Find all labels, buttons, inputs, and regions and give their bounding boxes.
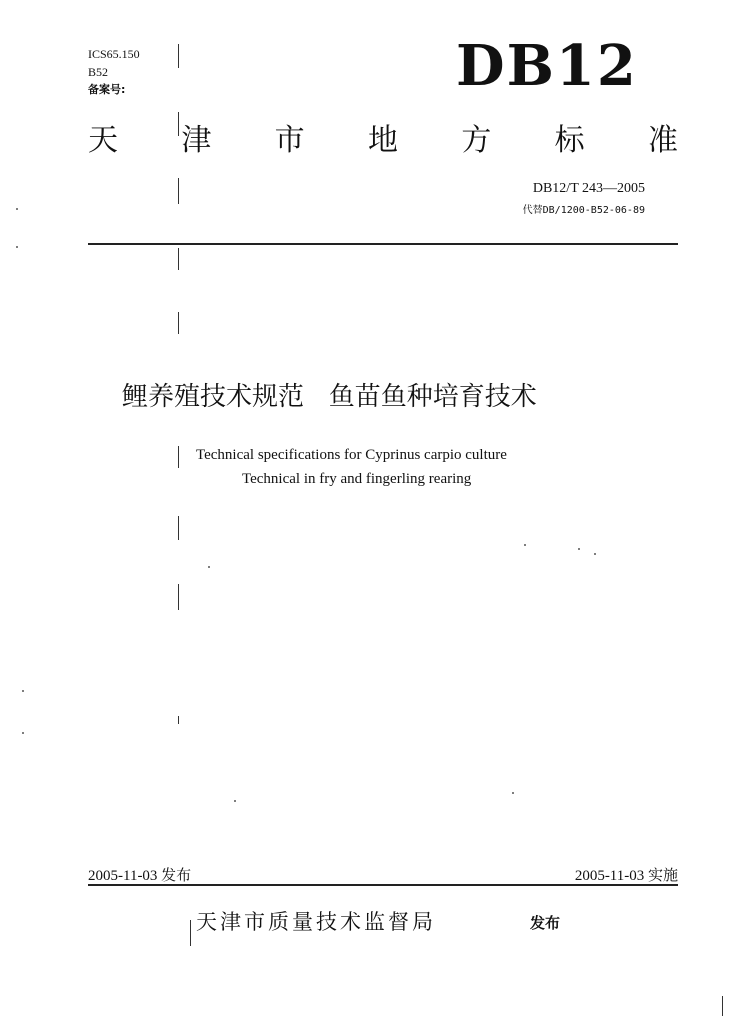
standard-type-char: 方 (461, 123, 492, 158)
scan-speck (594, 553, 596, 555)
document-title-zh: 鲤养殖技术规范 鱼苗鱼种培育技术 (122, 382, 537, 412)
standard-type-char: 天 (88, 123, 118, 158)
standard-type-title (88, 123, 678, 158)
scan-margin-mark (178, 716, 179, 724)
standard-type-char: 津 (181, 123, 212, 158)
replaces-code: 代替DB/1200-B52-06-89 (522, 205, 645, 216)
scan-speck (578, 548, 580, 550)
scan-margin-mark (190, 920, 191, 946)
scan-speck (22, 732, 24, 734)
header-divider (88, 243, 678, 245)
scan-margin-mark (722, 996, 723, 1016)
scan-speck (16, 208, 18, 210)
scan-speck (512, 792, 514, 794)
scan-speck (234, 800, 236, 802)
scan-margin-mark (178, 44, 179, 68)
standard-type-char: 标 (554, 123, 585, 158)
category-code: B52 (88, 65, 109, 79)
document-title-en-line2: Technical in fry and fingerling rearing (242, 471, 472, 487)
scan-speck (208, 566, 210, 568)
scan-speck (22, 690, 24, 692)
scan-margin-mark (178, 248, 179, 270)
standard-type-char: 市 (274, 123, 305, 158)
standard-type-char: 地 (367, 123, 398, 158)
publish-suffix: 发布 (530, 914, 561, 932)
footer-divider (88, 884, 678, 886)
implement-date: 2005-11-03 实施 (574, 868, 678, 884)
standard-code: DB12/T 243—2005 (532, 181, 645, 196)
publisher-name: 天津市质量技术监督局 (196, 910, 436, 934)
scan-margin-mark (178, 584, 179, 610)
record-number-label: 备案号: (88, 83, 126, 96)
scan-margin-mark (178, 112, 179, 136)
scan-margin-mark (178, 446, 179, 468)
scan-speck (16, 246, 18, 248)
document-title-en-line1: Technical specifications for Cyprinus carpio culture (196, 447, 507, 463)
db12-badge: DB12 (456, 33, 638, 99)
ics-code: ICS65.150 (88, 47, 140, 61)
scan-margin-mark (178, 516, 179, 540)
standard-type-char: 准 (647, 123, 678, 158)
scan-margin-mark (178, 178, 179, 204)
issue-date: 2005-11-03 发布 (88, 868, 192, 884)
scan-speck (524, 544, 526, 546)
scan-margin-mark (178, 312, 179, 334)
